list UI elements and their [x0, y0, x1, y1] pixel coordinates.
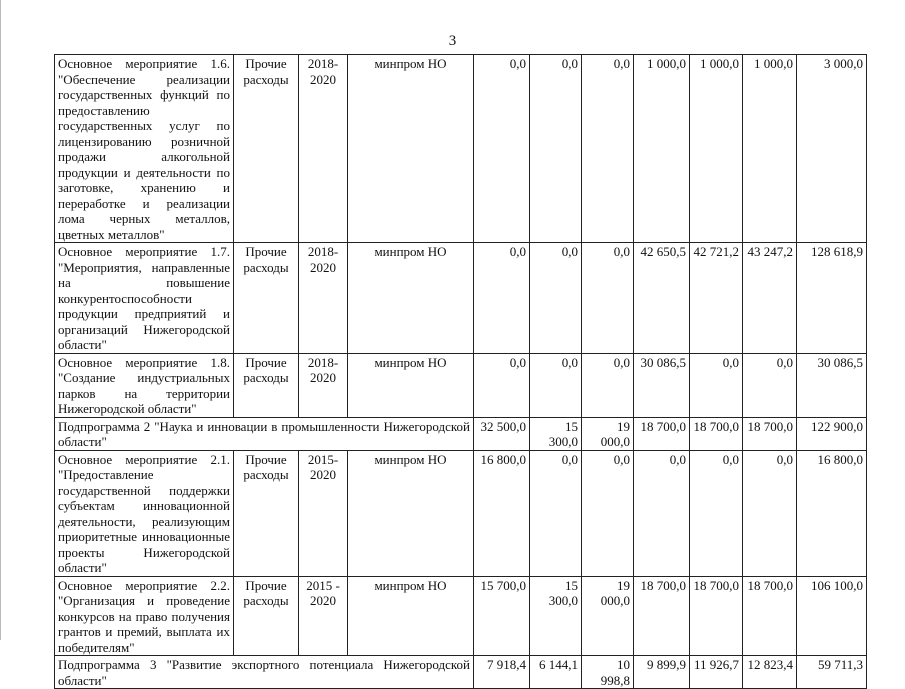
- row-category: Прочие расходы: [234, 353, 299, 417]
- row-value: 42 721,2: [690, 243, 743, 354]
- row-value: 0,0: [582, 243, 634, 354]
- row-executor: минпром НО: [348, 353, 474, 417]
- row-value: 1 000,0: [690, 55, 743, 243]
- row-executor: минпром НО: [348, 55, 474, 243]
- table-row: [55, 55, 867, 243]
- row-value: 18 700,0: [743, 417, 797, 450]
- row-value: 0,0: [474, 243, 530, 354]
- row-period: 2018-2020: [299, 243, 348, 354]
- row-value: 9 899,9: [634, 656, 690, 689]
- row-value: 19 000,0: [582, 417, 634, 450]
- row-value: 106 100,0: [797, 576, 867, 656]
- row-value: 30 086,5: [634, 353, 690, 417]
- row-description: Основное мероприятие 2.1. "Предоставление государственной поддержки субъектам инновационной деятельности, реализующим приоритетные инновационные проекты Нижегородской области": [55, 450, 234, 576]
- row-value: 0,0: [634, 450, 690, 576]
- row-category: Прочие расходы: [234, 55, 299, 243]
- row-value: 0,0: [582, 450, 634, 576]
- row-period: 2015-2020: [299, 450, 348, 576]
- row-period: 2015 - 2020: [299, 576, 348, 656]
- row-period: 2018-2020: [299, 55, 348, 243]
- row-value: 0,0: [743, 353, 797, 417]
- row-value: 15 300,0: [530, 576, 582, 656]
- row-value: 59 711,3: [797, 656, 867, 689]
- row-executor: минпром НО: [348, 450, 474, 576]
- row-executor: минпром НО: [348, 576, 474, 656]
- row-value: 43 247,2: [743, 243, 797, 354]
- subprogram-title: Подпрограмма 2 "Наука и инновации в промышленности Нижегородской области": [55, 417, 474, 450]
- row-description: Основное мероприятие 1.7. "Мероприятия, направленные на повышение конкурентоспособности продукции предприятий и организаций Нижегородской области": [55, 243, 234, 354]
- row-value: 0,0: [690, 450, 743, 576]
- row-value: 18 700,0: [690, 417, 743, 450]
- row-value: 1 000,0: [743, 55, 797, 243]
- row-value: 7 918,4: [474, 656, 530, 689]
- row-value: 18 700,0: [634, 417, 690, 450]
- row-value: 16 800,0: [797, 450, 867, 576]
- row-value: 6 144,1: [530, 656, 582, 689]
- row-value: 32 500,0: [474, 417, 530, 450]
- row-value: 0,0: [474, 353, 530, 417]
- row-value: 0,0: [530, 450, 582, 576]
- row-value: 0,0: [582, 353, 634, 417]
- row-executor: минпром НО: [348, 243, 474, 354]
- row-description: Основное мероприятие 1.8. "Создание индустриальных парков на территории Нижегородской области": [55, 353, 234, 417]
- row-value: 122 900,0: [797, 417, 867, 450]
- row-value: 16 800,0: [474, 450, 530, 576]
- table-row: [55, 243, 867, 354]
- subprogram-row: [55, 417, 867, 450]
- row-value: 11 926,7: [690, 656, 743, 689]
- row-category: Прочие расходы: [234, 243, 299, 354]
- row-value: 12 823,4: [743, 656, 797, 689]
- row-value: 1 000,0: [634, 55, 690, 243]
- row-value: 30 086,5: [797, 353, 867, 417]
- row-value: 18 700,0: [690, 576, 743, 656]
- subprogram-row: [55, 656, 867, 689]
- row-value: 15 300,0: [530, 417, 582, 450]
- row-value: 15 700,0: [474, 576, 530, 656]
- row-value: 18 700,0: [634, 576, 690, 656]
- table-row: [55, 353, 867, 417]
- table-row: [55, 576, 867, 656]
- row-value: 3 000,0: [797, 55, 867, 243]
- subprogram-title: Подпрограмма 3 "Развитие экспортного потенциала Нижегородской области": [55, 656, 474, 689]
- budget-table: [54, 54, 867, 689]
- page-number: 3: [448, 33, 457, 49]
- row-value: 0,0: [530, 55, 582, 243]
- table-row: [55, 450, 867, 576]
- row-value: 10 998,8: [582, 656, 634, 689]
- row-value: 42 650,5: [634, 243, 690, 354]
- row-value: 0,0: [474, 55, 530, 243]
- row-value: 19 000,0: [582, 576, 634, 656]
- row-value: 18 700,0: [743, 576, 797, 656]
- row-value: 128 618,9: [797, 243, 867, 354]
- row-description: Основное мероприятие 2.2. "Организация и проведение конкурсов на право получения грантов и премий, выплата их победителям": [55, 576, 234, 656]
- row-value: 0,0: [530, 243, 582, 354]
- row-category: Прочие расходы: [234, 576, 299, 656]
- row-category: Прочие расходы: [234, 450, 299, 576]
- row-description: Основное мероприятие 1.6. "Обеспечение реализации государственных функций по предоставлению государственных услуг по лицензированию розничной продажи алкогольной продукции и деятельности по заготовке, хранению и переработке и реализации лома черных металлов, цветных металлов": [55, 55, 234, 243]
- scan-edge-line: [0, 0, 1, 640]
- row-value: 0,0: [743, 450, 797, 576]
- row-value: 0,0: [582, 55, 634, 243]
- row-value: 0,0: [530, 353, 582, 417]
- row-period: 2018-2020: [299, 353, 348, 417]
- row-value: 0,0: [690, 353, 743, 417]
